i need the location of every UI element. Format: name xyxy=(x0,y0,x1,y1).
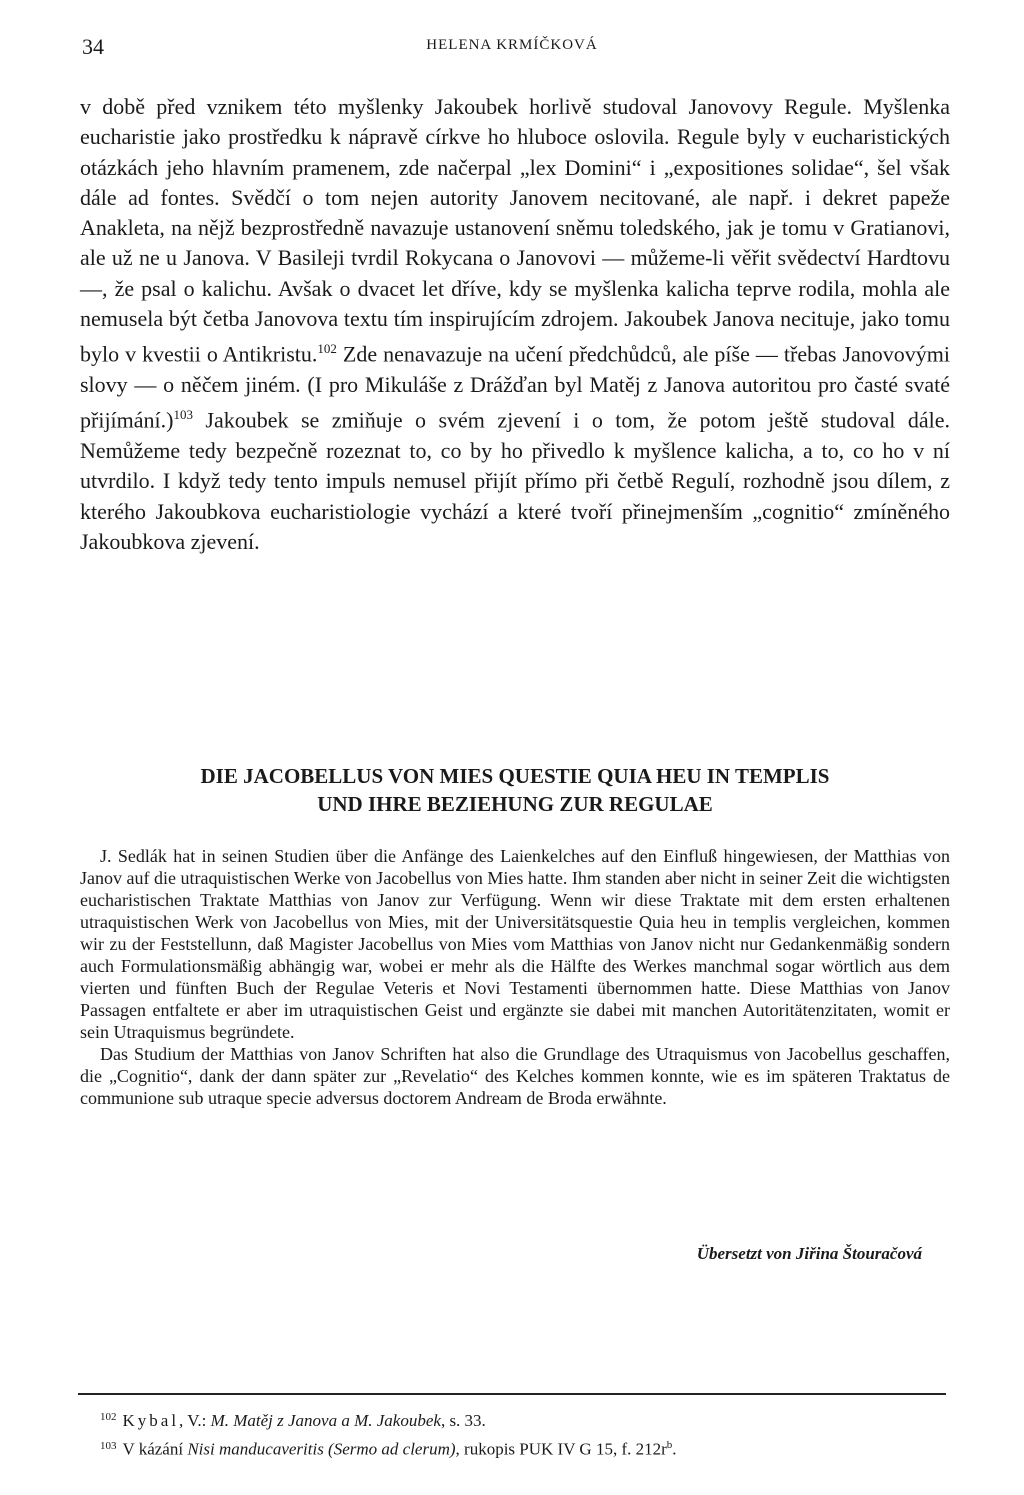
footnote-ref-102[interactable]: 102 xyxy=(317,341,337,357)
summary-text xyxy=(80,845,950,1109)
summary-paragraph: J. Sedlák hat in seinen Studien über die Anfänge des Laienkelches auf den Einfluß hingewiesen, der Matthias von Janov auf die utraquistischen Werke von Jacobellus von Mies hatte. Ihm standen aber nicht in seiner Zeit die wichtigsten eucharistischen Traktate Matthias von Janov zur Verfügung. Wenn wir diese Traktate mit dem ersten erhaltenen utraquistischen Werk von Jacobellus von Mies, mit der Universitätsquestie Quia heu in templis vergleichen, kommen wir zu der Feststellunn, daß Magister Jacobellus von Mies vom Matthias von Janov nicht nur Gedankenmäßig sondern auch Formulationsmäßig abhängig war, wobei er mehr als die Hälfte des Werkes manchmal sogar wörtlich aus dem vierten und fünften Buch der Regulae Veteris et Novi Testamenti übernommen hatte. Diese Matthias von Janov Passagen entfaltete er aber im utraquistischen Geist und ergänzte sie dabei mit manchen Autoritätenzitaten, womit er sein Utraquismus begründete. xyxy=(80,846,950,1042)
paragraph-text: Zde nenavazuje na učení předchůdců, ale píše — třebas Janovovými slovy — o něčem jiném. (I pro Mikuláše z Drážďan byl Matěj z Janova autoritou pro časté svaté přijímání.) xyxy=(80,341,950,433)
footnote-author: Kybal xyxy=(122,1411,180,1430)
footnote-text: , s. 33. xyxy=(440,1411,486,1430)
footnote-103 xyxy=(100,1433,950,1462)
footnote-title: Nisi manducaveritis (Sermo ad clerum) xyxy=(187,1439,456,1459)
main-text xyxy=(80,92,950,557)
footnotes xyxy=(100,1405,950,1462)
running-head: HELENA KRMÍČKOVÁ xyxy=(426,37,598,53)
footnote-text: , V.: xyxy=(179,1411,211,1430)
footnote-number: 103 xyxy=(100,1439,117,1452)
paragraph-text: v době před vznikem této myšlenky Jakoubek horlivě studoval Janovovy Regule. Myšlenka eucharistie jako prostředku k nápravě církve ho hluboce oslovila. Regule byly v eucharistických otázkách jeho hlavním pramenem, zde načerpal „lex Domini“ i „expositiones solidae“, šel však dále ad fontes. Svědčí o tom nejen autority Janovem necitované, ale např. i dekret papeže Anakleta, na nějž bezprostředně navazuje ustanovení sněmu toledského, jak je tomu v Gratianovi, ale už ne u Janova. V Basileji tvrdil Rokycana o Janovovi — můžeme-li věřit svědectví Hardtovu —, že psal o kalichu. Avšak o dvacet let dříve, kdy se myšlenka kalicha teprve rodila, mohla ale nemusela být četba Janovova textu tím inspirujícím zdrojem. Jakoubek Janova necituje, jako tomu bylo v kvestii o Antikristu. xyxy=(80,94,950,367)
paragraph-text: Jakoubek se zmiňuje o svém zjevení i o tom, že potom ještě studoval dále. Nemůžeme tedy bezpečně rozeznat to, co by ho přivedlo k myšlence kalicha, a to, co ho v ní utvrdilo. I když tedy tento impuls nemusel přijít přímo při četbě Regulí, rozhodně jsou dílem, z kterého Jakoubkova eucharistiologie vychází a které tvoří přinejmenším „cognitio“ zmíněného Jakoubkova zjevení. xyxy=(80,407,950,554)
heading-line-1: DIE JACOBELLUS VON MIES QUESTIE QUIA HEU IN TEMPLIS xyxy=(200,764,830,788)
footnote-102 xyxy=(100,1405,950,1433)
footnote-text: . xyxy=(672,1439,677,1459)
footnote-ref-103[interactable]: 103 xyxy=(173,407,193,423)
footnote-text: , rukopis PUK IV G 15, f. 212r xyxy=(455,1439,667,1459)
heading-line-2: UND IHRE BEZIEHUNG ZUR REGULAE xyxy=(317,792,713,816)
footnote-superscript: b xyxy=(666,1439,673,1451)
translator-credit: Übersetzt von Jiřina Štouračová xyxy=(696,1244,922,1263)
footnote-text: V kázání xyxy=(122,1439,188,1459)
footnote-number: 102 xyxy=(100,1411,117,1423)
summary-heading xyxy=(80,762,950,818)
page-number: 34 xyxy=(82,34,104,59)
footnote-rule xyxy=(78,1393,946,1395)
paragraph xyxy=(80,92,950,557)
footnote-title: M. Matěj z Janova a M. Jakoubek xyxy=(210,1411,441,1430)
summary-paragraph: Das Studium der Matthias von Janov Schriften hat also die Grundlage des Utraquismus von Jacobellus geschaffen, die „Cognitio“, dank der dann später zur „Revelatio“ des Kelches kommen konnte, wie es im späteren Traktatus de communione sub utraque specie adversus doctorem Andream de Broda erwähnte. xyxy=(80,1044,950,1108)
